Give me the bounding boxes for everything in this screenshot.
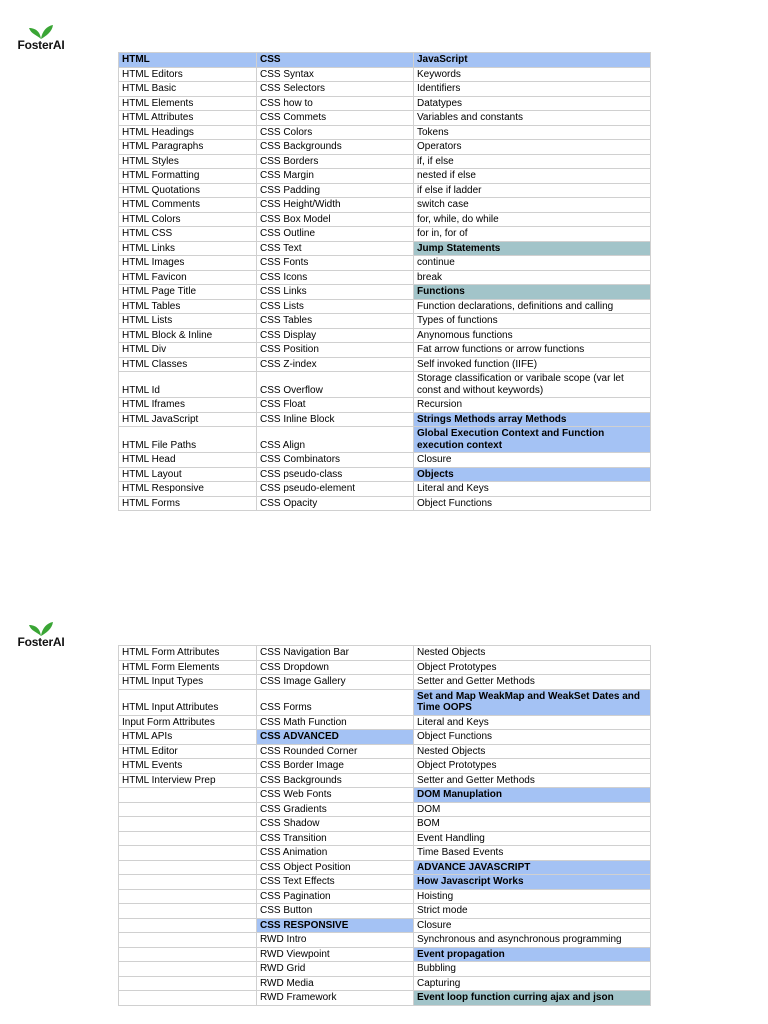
- table-row: [119, 860, 651, 875]
- table-row: [119, 67, 651, 82]
- table-cell: nested if else: [414, 169, 651, 184]
- table-cell: HTML Links: [119, 241, 257, 256]
- table-header-row: [119, 53, 651, 68]
- table-cell: CSS Transition: [257, 831, 414, 846]
- table-cell: Keywords: [414, 67, 651, 82]
- table-cell: CSS Float: [257, 398, 414, 413]
- table-cell: HTML Responsive: [119, 482, 257, 497]
- table-cell: Function declarations, definitions and calling: [414, 299, 651, 314]
- table-cell: HTML Input Types: [119, 675, 257, 690]
- table-row: [119, 744, 651, 759]
- table-cell: HTML Elements: [119, 96, 257, 111]
- table-cell: HTML JavaScript: [119, 412, 257, 427]
- table-row: [119, 125, 651, 140]
- table-cell: HTML Editors: [119, 67, 257, 82]
- table-cell: Datatypes: [414, 96, 651, 111]
- table-cell: Tokens: [414, 125, 651, 140]
- table-row: [119, 427, 651, 453]
- table-cell: CSS Text: [257, 241, 414, 256]
- table-cell: HTML Attributes: [119, 111, 257, 126]
- table-cell: HTML APIs: [119, 730, 257, 745]
- table-row: [119, 904, 651, 919]
- table-cell: Jump Statements: [414, 241, 651, 256]
- table-cell: DOM Manuplation: [414, 788, 651, 803]
- table-cell: Object Prototypes: [414, 759, 651, 774]
- table-row: [119, 412, 651, 427]
- table-cell: CSS Colors: [257, 125, 414, 140]
- table-cell: CSS how to: [257, 96, 414, 111]
- table-cell: for in, for of: [414, 227, 651, 242]
- table-cell: CSS Outline: [257, 227, 414, 242]
- table-row: [119, 314, 651, 329]
- table-cell: if else if ladder: [414, 183, 651, 198]
- table-cell: Operators: [414, 140, 651, 155]
- table-cell: CSS Links: [257, 285, 414, 300]
- brand-name: FosterAI: [17, 635, 65, 649]
- table-cell: Global Execution Context and Function execution context: [414, 427, 651, 453]
- header-html: HTML: [119, 53, 257, 68]
- table-row: [119, 453, 651, 468]
- table-cell: RWD Viewpoint: [257, 947, 414, 962]
- table-cell: CSS Border Image: [257, 759, 414, 774]
- table-row: [119, 976, 651, 991]
- table-row: [119, 933, 651, 948]
- table-cell: CSS Overflow: [257, 372, 414, 398]
- table-row: [119, 496, 651, 511]
- table-cell: CSS RESPONSIVE: [257, 918, 414, 933]
- table-cell: HTML Lists: [119, 314, 257, 329]
- table-cell: HTML CSS: [119, 227, 257, 242]
- table-cell: Event loop function curring ajax and json: [414, 991, 651, 1006]
- table-row: [119, 372, 651, 398]
- table-cell: CSS Syntax: [257, 67, 414, 82]
- table-cell: CSS Animation: [257, 846, 414, 861]
- table-row: [119, 889, 651, 904]
- table-cell: [119, 918, 257, 933]
- table-cell: CSS Forms: [257, 689, 414, 715]
- table-cell: [119, 788, 257, 803]
- table-cell: Types of functions: [414, 314, 651, 329]
- curriculum-table-2: [118, 645, 651, 1006]
- table-cell: HTML File Paths: [119, 427, 257, 453]
- table-row: [119, 715, 651, 730]
- table-cell: Bubbling: [414, 962, 651, 977]
- table-cell: CSS Lists: [257, 299, 414, 314]
- table-row: [119, 241, 651, 256]
- table-cell: CSS pseudo-class: [257, 467, 414, 482]
- table-cell: break: [414, 270, 651, 285]
- table-cell: Functions: [414, 285, 651, 300]
- table-cell: Nested Objects: [414, 744, 651, 759]
- table-cell: RWD Intro: [257, 933, 414, 948]
- table-cell: CSS Dropdown: [257, 660, 414, 675]
- table-row: [119, 270, 651, 285]
- table-cell: HTML Formatting: [119, 169, 257, 184]
- table-row: [119, 689, 651, 715]
- leaf-icon: [28, 25, 54, 39]
- table-cell: CSS Commets: [257, 111, 414, 126]
- table-row: [119, 947, 651, 962]
- table-cell: CSS Backgrounds: [257, 773, 414, 788]
- table-cell: CSS Fonts: [257, 256, 414, 271]
- table-cell: HTML Favicon: [119, 270, 257, 285]
- table-cell: HTML Forms: [119, 496, 257, 511]
- table-row: [119, 343, 651, 358]
- table-row: [119, 357, 651, 372]
- table-cell: [119, 976, 257, 991]
- table-cell: Object Functions: [414, 730, 651, 745]
- table-cell: [119, 831, 257, 846]
- table-cell: Event propagation: [414, 947, 651, 962]
- table-cell: BOM: [414, 817, 651, 832]
- table-row: [119, 846, 651, 861]
- table-row: [119, 675, 651, 690]
- table-row: [119, 773, 651, 788]
- table-cell: CSS Web Fonts: [257, 788, 414, 803]
- table-cell: CSS Navigation Bar: [257, 646, 414, 661]
- table-cell: DOM: [414, 802, 651, 817]
- table-cell: CSS Combinators: [257, 453, 414, 468]
- brand-logo-2: [14, 622, 68, 649]
- table-cell: [119, 991, 257, 1006]
- table-cell: CSS Math Function: [257, 715, 414, 730]
- table-cell: HTML Head: [119, 453, 257, 468]
- table-row: [119, 299, 651, 314]
- table-cell: HTML Editor: [119, 744, 257, 759]
- table-cell: Setter and Getter Methods: [414, 773, 651, 788]
- table-row: [119, 82, 651, 97]
- table-cell: Recursion: [414, 398, 651, 413]
- table-row: [119, 256, 651, 271]
- table-cell: CSS Borders: [257, 154, 414, 169]
- table-cell: Set and Map WeakMap and WeakSet Dates and Time OOPS: [414, 689, 651, 715]
- table-row: [119, 730, 651, 745]
- table-cell: How Javascript Works: [414, 875, 651, 890]
- table-cell: CSS Box Model: [257, 212, 414, 227]
- table-cell: HTML Interview Prep: [119, 773, 257, 788]
- table-cell: HTML Classes: [119, 357, 257, 372]
- table-cell: HTML Basic: [119, 82, 257, 97]
- table-row: [119, 398, 651, 413]
- table-cell: CSS Padding: [257, 183, 414, 198]
- table-cell: if, if else: [414, 154, 651, 169]
- table-cell: CSS Text Effects: [257, 875, 414, 890]
- table-row: [119, 646, 651, 661]
- table-cell: Object Prototypes: [414, 660, 651, 675]
- table-cell: CSS Position: [257, 343, 414, 358]
- leaf-icon: [28, 622, 54, 636]
- table-cell: Closure: [414, 453, 651, 468]
- table-cell: Identifiers: [414, 82, 651, 97]
- table-cell: Objects: [414, 467, 651, 482]
- table-row: [119, 759, 651, 774]
- table-cell: CSS Selectors: [257, 82, 414, 97]
- table-cell: Setter and Getter Methods: [414, 675, 651, 690]
- table-cell: Strings Methods array Methods: [414, 412, 651, 427]
- table-row: [119, 111, 651, 126]
- table-cell: [119, 904, 257, 919]
- table-cell: RWD Media: [257, 976, 414, 991]
- table-cell: [119, 802, 257, 817]
- table-cell: Storage classification or varibale scope (var let const and without keywords): [414, 372, 651, 398]
- table-cell: CSS Inline Block: [257, 412, 414, 427]
- table-cell: HTML Events: [119, 759, 257, 774]
- table-cell: Input Form Attributes: [119, 715, 257, 730]
- table-cell: HTML Form Attributes: [119, 646, 257, 661]
- table-cell: CSS Z-index: [257, 357, 414, 372]
- table-cell: CSS Opacity: [257, 496, 414, 511]
- table-cell: CSS Height/Width: [257, 198, 414, 213]
- header-javascript: JavaScript: [414, 53, 651, 68]
- table-cell: Literal and Keys: [414, 715, 651, 730]
- table-row: [119, 227, 651, 242]
- table-cell: CSS Tables: [257, 314, 414, 329]
- table-row: [119, 183, 651, 198]
- table-row: [119, 875, 651, 890]
- table-cell: RWD Framework: [257, 991, 414, 1006]
- table-cell: switch case: [414, 198, 651, 213]
- table-cell: CSS Display: [257, 328, 414, 343]
- table-row: [119, 212, 651, 227]
- table-cell: Anynomous functions: [414, 328, 651, 343]
- table-cell: HTML Colors: [119, 212, 257, 227]
- table-row: [119, 788, 651, 803]
- table-cell: CSS Gradients: [257, 802, 414, 817]
- table-cell: HTML Paragraphs: [119, 140, 257, 155]
- table-cell: CSS Object Position: [257, 860, 414, 875]
- table-row: [119, 169, 651, 184]
- table-cell: HTML Layout: [119, 467, 257, 482]
- table-cell: ADVANCE JAVASCRIPT: [414, 860, 651, 875]
- table-cell: HTML Iframes: [119, 398, 257, 413]
- table-cell: CSS Pagination: [257, 889, 414, 904]
- table-row: [119, 831, 651, 846]
- table-cell: Synchronous and asynchronous programming: [414, 933, 651, 948]
- table-cell: CSS Margin: [257, 169, 414, 184]
- table-cell: HTML Images: [119, 256, 257, 271]
- table-row: [119, 802, 651, 817]
- table-cell: HTML Form Elements: [119, 660, 257, 675]
- table-cell: Nested Objects: [414, 646, 651, 661]
- table-cell: CSS Backgrounds: [257, 140, 414, 155]
- table-cell: [119, 947, 257, 962]
- table-cell: CSS Icons: [257, 270, 414, 285]
- table-cell: Time Based Events: [414, 846, 651, 861]
- table-cell: [119, 875, 257, 890]
- table-row: [119, 991, 651, 1006]
- table-cell: for, while, do while: [414, 212, 651, 227]
- table-row: [119, 96, 651, 111]
- table-cell: CSS Shadow: [257, 817, 414, 832]
- table-cell: HTML Page Title: [119, 285, 257, 300]
- table-cell: Hoisting: [414, 889, 651, 904]
- table-row: [119, 198, 651, 213]
- table-cell: Event Handling: [414, 831, 651, 846]
- table-row: [119, 918, 651, 933]
- table-cell: CSS pseudo-element: [257, 482, 414, 497]
- table-cell: CSS Rounded Corner: [257, 744, 414, 759]
- table-cell: HTML Comments: [119, 198, 257, 213]
- curriculum-table-1: [118, 52, 651, 511]
- table-cell: HTML Quotations: [119, 183, 257, 198]
- table-row: [119, 285, 651, 300]
- table-cell: Strict mode: [414, 904, 651, 919]
- table-cell: CSS ADVANCED: [257, 730, 414, 745]
- table-row: [119, 154, 651, 169]
- table-cell: [119, 962, 257, 977]
- table-cell: HTML Div: [119, 343, 257, 358]
- table-cell: CSS Align: [257, 427, 414, 453]
- table-cell: Capturing: [414, 976, 651, 991]
- table-cell: [119, 860, 257, 875]
- table-row: [119, 962, 651, 977]
- table-cell: HTML Id: [119, 372, 257, 398]
- brand-name: FosterAI: [17, 38, 65, 52]
- table-cell: [119, 889, 257, 904]
- table-cell: Fat arrow functions or arrow functions: [414, 343, 651, 358]
- table-cell: CSS Button: [257, 904, 414, 919]
- table-cell: HTML Input Attributes: [119, 689, 257, 715]
- table-row: [119, 140, 651, 155]
- table-cell: HTML Tables: [119, 299, 257, 314]
- brand-logo: [14, 25, 68, 52]
- table-cell: [119, 933, 257, 948]
- table-row: [119, 467, 651, 482]
- table-cell: Literal and Keys: [414, 482, 651, 497]
- table-cell: continue: [414, 256, 651, 271]
- table-cell: HTML Headings: [119, 125, 257, 140]
- table-cell: CSS Image Gallery: [257, 675, 414, 690]
- table-cell: Variables and constants: [414, 111, 651, 126]
- table-cell: HTML Styles: [119, 154, 257, 169]
- table-cell: RWD Grid: [257, 962, 414, 977]
- table-cell: Closure: [414, 918, 651, 933]
- table-cell: Object Functions: [414, 496, 651, 511]
- table-cell: Self invoked function (IIFE): [414, 357, 651, 372]
- table-cell: HTML Block & Inline: [119, 328, 257, 343]
- table-row: [119, 660, 651, 675]
- table-row: [119, 482, 651, 497]
- table-cell: [119, 817, 257, 832]
- table-row: [119, 817, 651, 832]
- header-css: CSS: [257, 53, 414, 68]
- table-row: [119, 328, 651, 343]
- table-cell: [119, 846, 257, 861]
